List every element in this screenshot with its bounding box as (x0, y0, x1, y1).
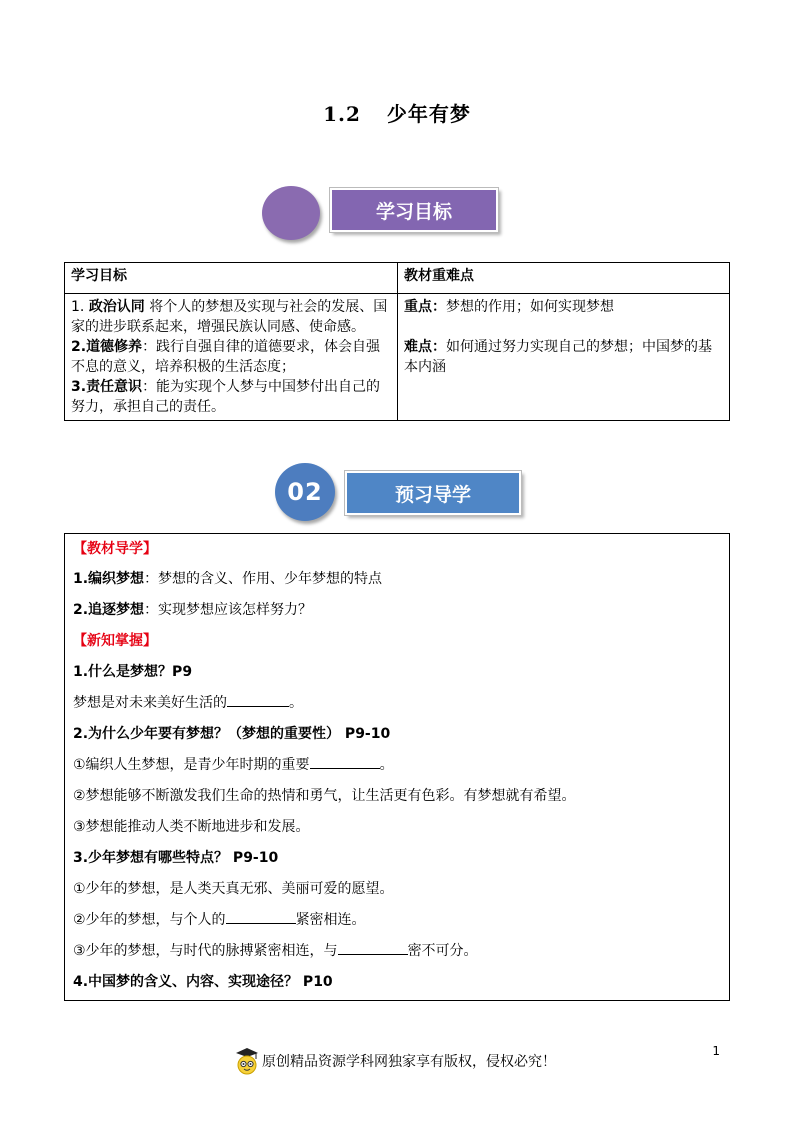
goals-table (64, 262, 730, 421)
fill-blank[interactable] (338, 940, 408, 955)
answer-3-3: ③少年的梦想，与时代的脉搏紧密相连，与 密不可分。 (73, 940, 478, 960)
section2-label: 预习导学 (345, 471, 521, 515)
goals-cell (65, 294, 398, 421)
goal-item-3: 3.责任意识：能为实现个人梦与中国梦付出自己的努力，承担自己的责任。 (71, 379, 381, 415)
fill-blank[interactable] (227, 692, 289, 707)
item-2: 2.追逐梦想：实现梦想应该怎样努力？ (73, 602, 313, 618)
section1-label: 学习目标 (330, 188, 498, 232)
copyright-text: 原创精品资源学科网独家享有版权，侵权必究！ (262, 1054, 556, 1070)
section1-circle (262, 186, 320, 240)
goal-item-1: 1. 政治认同 将个人的梦想及实现与社会的发展、国家的进步联系起来，增强民族认同感、使命感。 (71, 299, 388, 335)
fill-blank[interactable] (310, 754, 380, 769)
answer-3-1: ①少年的梦想，是人类天真无邪、美丽可爱的愿望。 (73, 881, 394, 897)
answer-3-2: ②少年的梦想，与个人的 紧密相连。 (73, 909, 366, 929)
title-text: 少年有梦 (386, 102, 471, 126)
answer-2-1: ①编织人生梦想，是青少年时期的重要 。 (73, 754, 394, 774)
question-3: 3.少年梦想有哪些特点？ P9-10 (73, 850, 279, 866)
heading-textbook: 【教材导学】 (73, 541, 157, 557)
heading-new-knowledge: 【新知掌握】 (73, 633, 157, 649)
focus-header: 教材重难点 (398, 263, 730, 294)
mascot-icon (234, 1046, 260, 1076)
section2-number: 02 (275, 463, 335, 521)
difficult-point: 难点：如何通过努力实现自己的梦想；中国梦的基本内涵 (404, 339, 712, 375)
item-1: 1.编织梦想：梦想的含义、作用、少年梦想的特点 (73, 571, 383, 587)
page-title (0, 98, 794, 127)
focus-cell (398, 294, 730, 421)
question-1: 1.什么是梦想？P9 (73, 664, 193, 680)
key-point: 重点：梦想的作用；如何实现梦想 (404, 299, 614, 315)
goals-header: 学习目标 (65, 263, 398, 294)
section-number: 1.2 (323, 102, 361, 126)
fill-blank[interactable] (226, 909, 296, 924)
footer (234, 1046, 556, 1076)
answer-1: 梦想是对未来美好生活的 。 (73, 692, 303, 712)
page-number: 1 (712, 1044, 720, 1058)
question-2: 2.为什么少年要有梦想？（梦想的重要性） P9-10 (73, 726, 391, 742)
answer-2-2: ②梦想能够不断激发我们生命的热情和勇气，让生活更有色彩。有梦想就有希望。 (73, 788, 576, 804)
goal-item-2: 2.道德修养：践行自强自律的道德要求，体会自强不息的意义，培养积极的生活态度； (71, 339, 381, 375)
answer-2-3: ③梦想能推动人类不断地进步和发展。 (73, 819, 310, 835)
question-4: 4.中国梦的含义、内容、实现途径？ P10 (73, 974, 333, 990)
preview-box (64, 533, 730, 1001)
